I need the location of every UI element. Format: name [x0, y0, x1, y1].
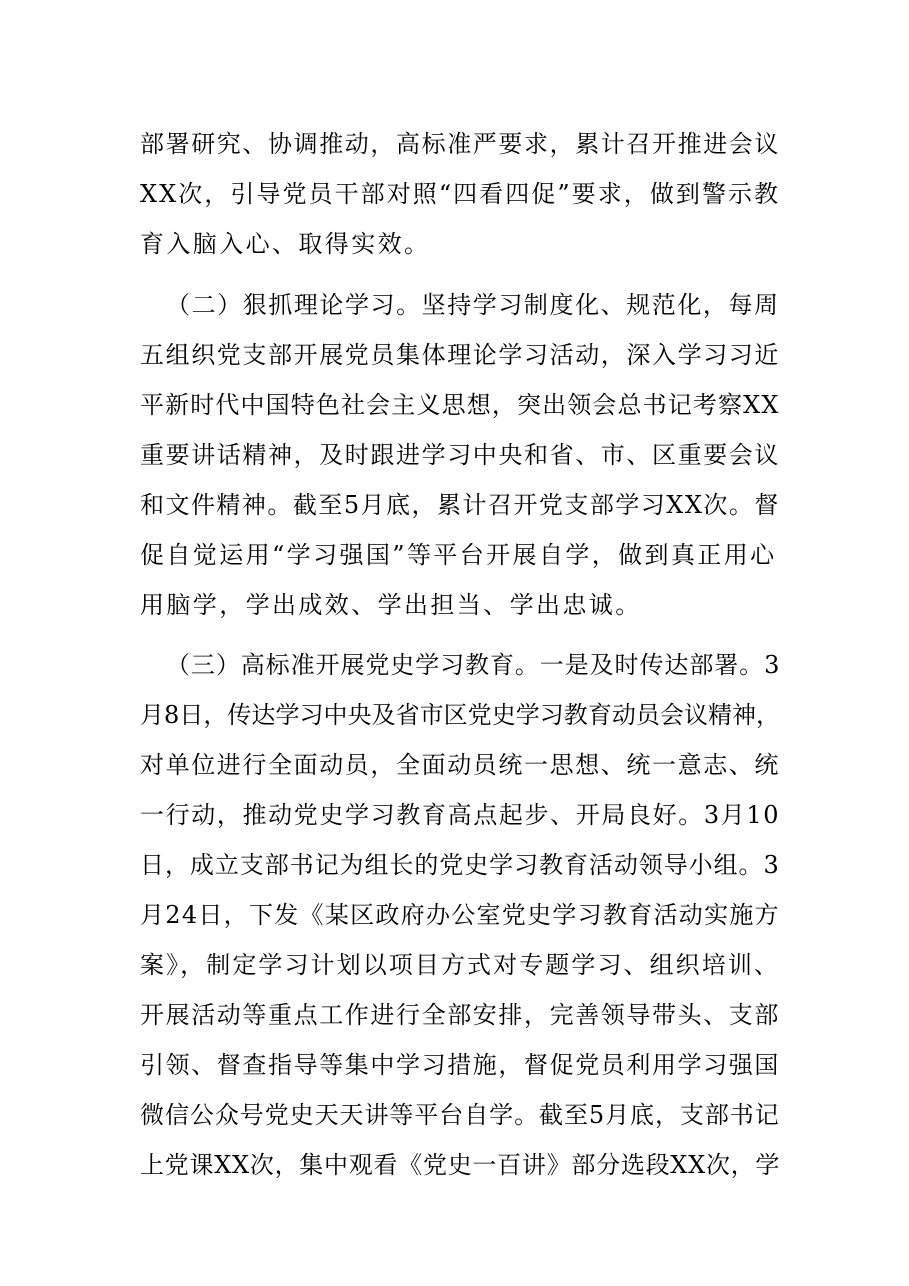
text-line: 五组织党支部开展党员集体理论学习活动，深入学习习近	[140, 341, 780, 369]
text-line: 和文件精神。截至5月底，累计召开党支部学习XX次。督	[140, 491, 780, 519]
text-line: 一行动，推动党史学习教育高点起步、开局良好。3月10	[140, 801, 781, 829]
text-line: XX次，引导党员干部对照“四看四促”要求，做到警示教	[140, 180, 781, 208]
text-line: 部署研究、协调推动，高标准严要求，累计召开推进会议	[140, 130, 780, 158]
text-line: 促自觉运用“学习强国”等平台开展自学，做到真正用心	[140, 541, 777, 569]
text-line: 微信公众号党史天天讲等平台自学。截至5月底，支部书记	[140, 1101, 780, 1129]
text-line: 日，成立支部书记为组长的党史学习教育活动领导小组。3	[140, 851, 780, 879]
text-line: 引领、督查指导等集中学习措施，督促党员利用学习强国	[140, 1051, 780, 1079]
text-line: 用脑学，学出成效、学出担当、学出忠诚。	[140, 591, 642, 619]
text-line: 上党课XX次，集中观看《党史一百讲》部分选段XX次，学	[140, 1151, 781, 1179]
text-line: 重要讲话精神，及时跟进学习中央和省、市、区重要会议	[140, 441, 780, 469]
text-line: 案》，制定学习计划以项目方式对专题学习、组织培训、	[140, 951, 780, 979]
text-line: （三）高标准开展党史学习教育。一是及时传达部署。3	[166, 651, 781, 679]
text-line: 平新时代中国特色社会主义思想，突出领会总书记考察XX	[140, 391, 780, 419]
text-line: 育入脑入心、取得实效。	[140, 230, 431, 258]
text-line: 对单位进行全面动员，全面动员统一思想、统一意志、统	[140, 751, 780, 779]
text-line: （二）狠抓理论学习。坚持学习制度化、规范化，每周	[166, 291, 780, 319]
text-line: 月8日，传达学习中央及省市区党史学习教育动员会议精神，	[140, 701, 781, 729]
text-line: 开展活动等重点工作进行全部安排，完善领导带头、支部	[140, 1001, 780, 1029]
text-line: 月24日，下发《某区政府办公室党史学习教育活动实施方	[140, 901, 780, 929]
